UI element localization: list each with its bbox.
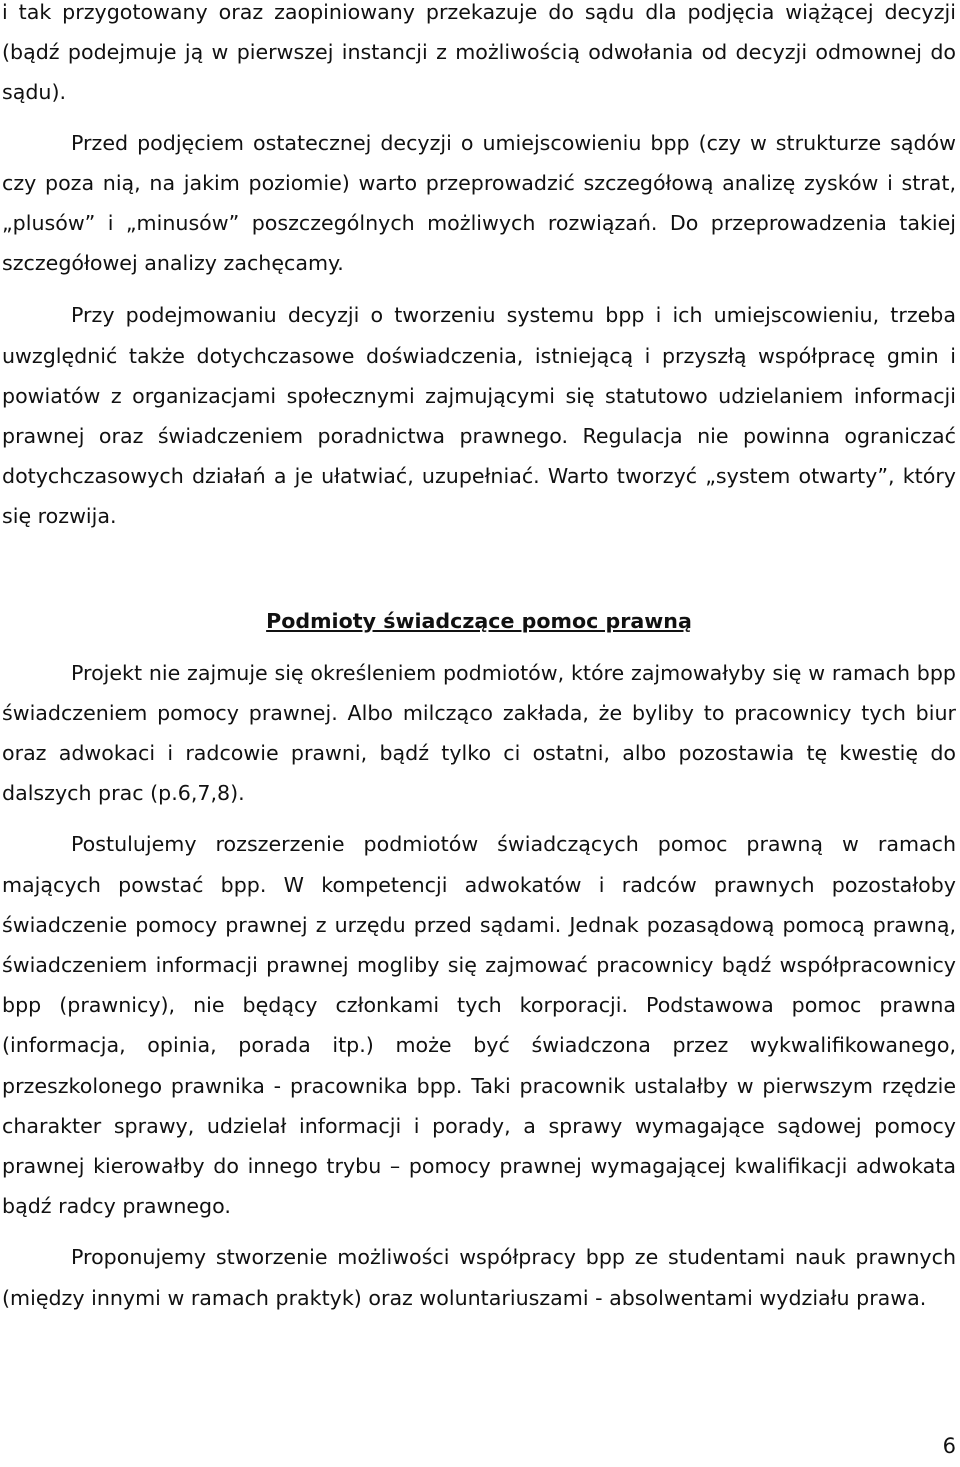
page-number: 6 <box>942 1434 956 1458</box>
paragraph-5: Postulujemy rozszerzenie podmiotów świadczących pomoc prawną w ramach mających powstać bpp. W kompetencji adwokatów i radców prawnych pozostałoby świadczenie pomocy prawnej z urzędu przed sądami. Jednak pozasądową pomocą prawną, świadczeniem informacji prawnej mogliby się zajmować pracownicy bądź współpracownicy bpp (prawnicy), nie będący członkami tych korporacji. Podstawowa pomoc prawna (informacja, opinia, porada itp.) może być świadczona przez wykwalifikowanego, przeszkolonego prawnika - pracownika bpp. Taki pracownik ustalałby w pierwszym rzędzie charakter sprawy, udzielał informacji i porady, a sprawy wymagające sądowej pomocy prawnej kierowałby do innego trybu – pomocy prawnej wymagającej kwalifikacji adwokata bądź radcy prawnego. <box>2 832 956 1219</box>
section-heading: Podmioty świadczące pomoc prawną <box>266 608 692 633</box>
document-page <box>2 0 956 1318</box>
paragraph-4: Projekt nie zajmuje się określeniem podmiotów, które zajmowałyby się w ramach bpp świadczeniem pomocy prawnej. Albo milcząco zakłada, że byliby to pracownicy tych biur oraz adwokaci i radcowie prawni, bądź tylko ci ostatni, albo pozostawia tę kwestię do dalszych prac (p.6,7,8). <box>2 660 956 806</box>
paragraph-2: Przed podjęciem ostatecznej decyzji o umiejscowieniu bpp (czy w strukturze sądów czy poza nią, na jakim poziomie) warto przeprowadzić szczegółową analizę zysków i strat, „plusów” i „minusów” poszczególnych możliwych rozwiązań. Do przeprowadzenia takiej szczegółowej analizy zachęcamy. <box>2 130 956 276</box>
paragraph-6: Proponujemy stworzenie możliwości współpracy bpp ze studentami nauk prawnych (między innymi w ramach praktyk) oraz woluntariuszami - absolwentami wydziału prawa. <box>2 1245 956 1310</box>
paragraph-3: Przy podejmowaniu decyzji o tworzeniu systemu bpp i ich umiejscowieniu, trzeba uwzględnić także dotychczasowe doświadczenia, istniejącą i przyszłą współpracę gmin i powiatów z organizacjami społecznymi zajmującymi się statutowo udzielaniem informacji prawnej oraz świadczeniem poradnictwa prawnego. Regulacja nie powinna ograniczać dotychczasowych działań a je ułatwiać, uzupełniać. Warto tworzyć „system otwarty”, który się rozwija. <box>2 303 956 529</box>
paragraph-1: i tak przygotowany oraz zaopiniowany przekazuje do sądu dla podjęcia wiążącej decyzji (bądź podejmuje ją w pierwszej instancji z możliwością odwołania od decyzji odmownej do sądu). <box>2 0 956 105</box>
